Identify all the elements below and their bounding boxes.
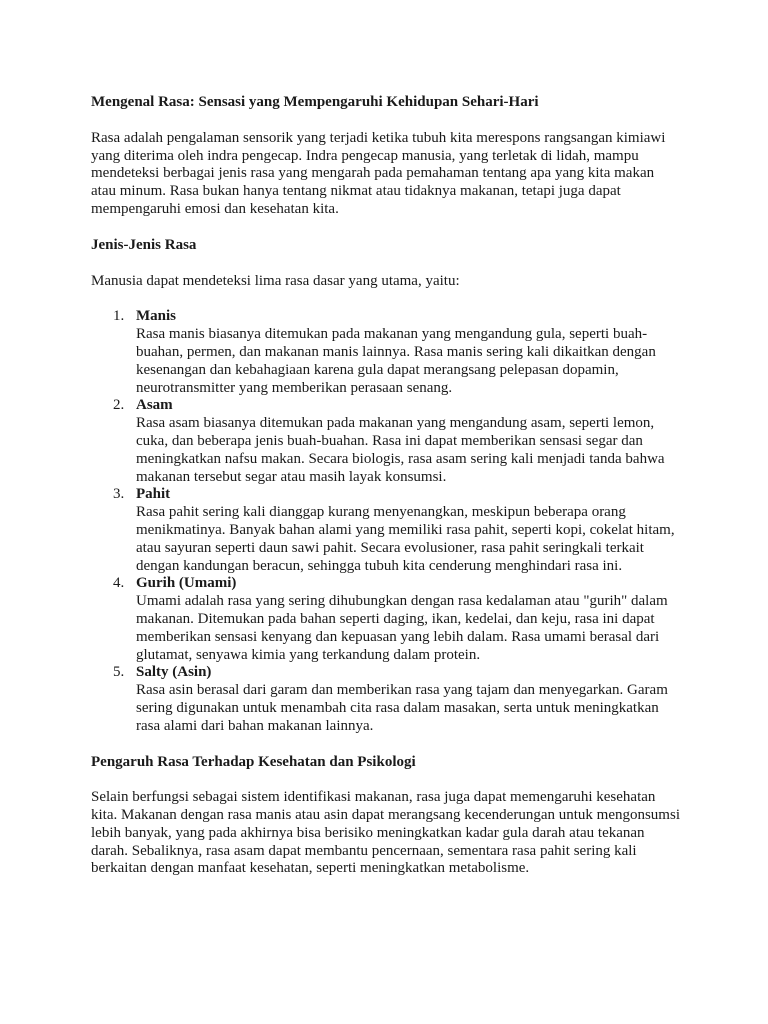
list-item-title: Asam	[136, 397, 173, 414]
list-item-number: 2.	[113, 397, 125, 414]
list-item-title: Manis	[136, 308, 177, 325]
section-heading-pengaruh: Pengaruh Rasa Terhadap Kesehatan dan Psikologi	[91, 753, 416, 770]
list-item-manis	[91, 308, 681, 397]
document-page	[91, 94, 681, 878]
list-item-description: Rasa manis biasanya ditemukan pada makanan yang mengandung gula, seperti buah-buahan, permen, dan makanan manis lainnya. Rasa manis sering kali dikaitkan dengan kesenangan dan kebahagiaan karena gula dapat merangsang pelepasan dopamin, neurotransmitter yang memberikan perasaan senang.	[136, 326, 656, 396]
list-item-description: Rasa pahit sering kali dianggap kurang menyenangkan, meskipun beberapa orang menikmatinya. Banyak bahan alami yang memiliki rasa pahit, seperti kopi, cokelat hitam, atau sayuran seperti daun sawi pahit. Secara evolusioner, rasa pahit seringkali terkait dengan kandungan beracun, sehingga tubuh kita cenderung menghindari rasa ini.	[136, 504, 675, 574]
list-item-salty	[91, 664, 681, 735]
list-item-description: Rasa asin berasal dari garam dan memberikan rasa yang tajam dan menyegarkan. Garam sering digunakan untuk menambah cita rasa dalam masakan, serta untuk meningkatkan rasa alami dari bahan makanan lainnya.	[136, 682, 668, 734]
list-item-pahit	[91, 486, 681, 575]
list-item-number: 5.	[113, 664, 125, 681]
list-item-title: Salty (Asin)	[136, 664, 212, 681]
list-item-number: 1.	[113, 308, 125, 325]
list-item-description: Umami adalah rasa yang sering dihubungkan dengan rasa kedalaman atau "gurih" dalam makanan. Ditemukan pada bahan seperti daging, ikan, kedelai, dan keju, rasa ini dapat memberikan sensasi kenyang dan kepuasan yang lebih dalam. Rasa umami berasal dari glutamat, senyawa kimia yang terkandung dalam protein.	[136, 593, 668, 663]
list-item-number: 3.	[113, 486, 125, 503]
list-item-number: 4.	[113, 575, 125, 592]
list-item-gurih	[91, 575, 681, 664]
intro-paragraph: Rasa adalah pengalaman sensorik yang terjadi ketika tubuh kita merespons rangsangan kimiawi yang diterima oleh indra pengecap. Indra pengecap manusia, yang terletak di lidah, mampu mendeteksi berbagai jenis rasa yang mengarah pada pemahaman tentang apa yang kita makan atau minum. Rasa bukan hanya tentang nikmat atau tidaknya makanan, tetapi juga dapat mempengaruhi emosi dan kesehatan kita.	[91, 129, 666, 217]
document-title: Mengenal Rasa: Sensasi yang Mempengaruhi Kehidupan Sehari-Hari	[91, 94, 539, 110]
list-item-asam	[91, 397, 681, 486]
taste-list	[91, 308, 681, 735]
list-item-description: Rasa asam biasanya ditemukan pada makanan yang mengandung asam, seperti lemon, cuka, dan beberapa jenis buah-buahan. Rasa ini dapat memberikan sensasi segar dan meningkatkan nafsu makan. Secara biologis, rasa asam sering kali menjadi tanda bahwa makanan tersebut segar atau masih layak konsumsi.	[136, 415, 665, 485]
pengaruh-paragraph: Selain berfungsi sebagai sistem identifikasi makanan, rasa juga dapat memengaruhi kesehatan kita. Makanan dengan rasa manis atau asin dapat merangsang kecenderungan untuk mengonsumsi lebih banyak, yang pada akhirnya bisa berisiko meningkatkan kadar gula darah atau tekanan darah. Sebaliknya, rasa asam dapat membantu pencernaan, sementara rasa pahit sering kali berkaitan dengan manfaat kesehatan, seperti meningkatkan metabolisme.	[91, 789, 680, 877]
list-item-title: Gurih (Umami)	[136, 575, 237, 592]
section-heading-jenis-rasa: Jenis-Jenis Rasa	[91, 236, 197, 253]
list-intro-paragraph: Manusia dapat mendeteksi lima rasa dasar yang utama, yaitu:	[91, 272, 460, 289]
list-item-title: Pahit	[136, 486, 171, 503]
